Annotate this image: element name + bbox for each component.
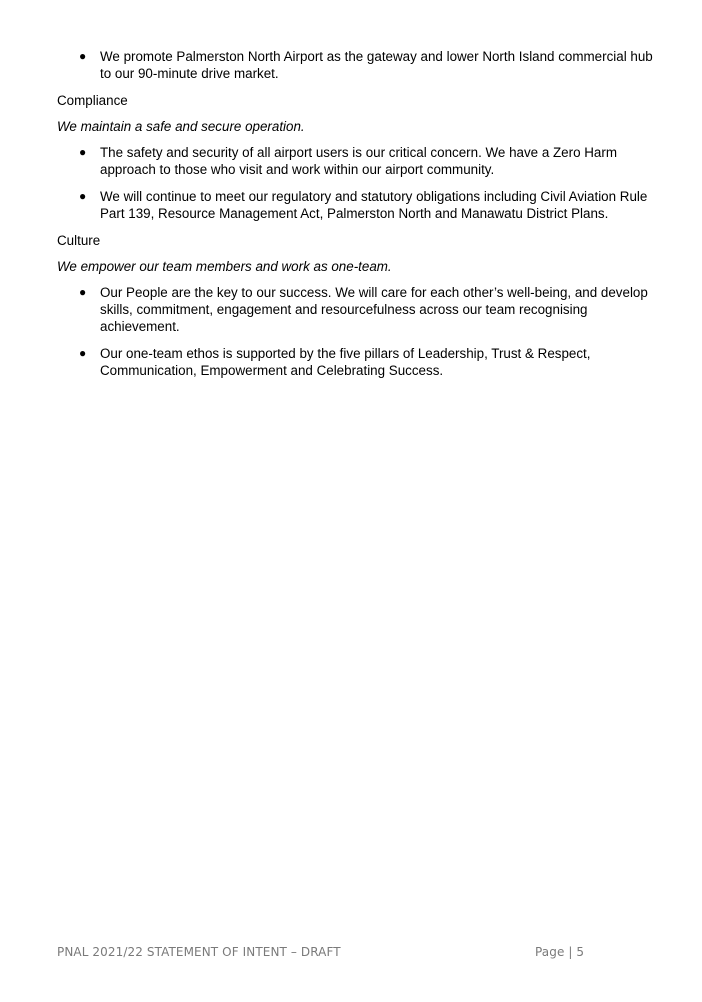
footer-document-title: PNAL 2021/22 STATEMENT OF INTENT – DRAFT	[57, 945, 341, 959]
bullet-text: Our one-team ethos is supported by the five pillars of Leadership, Trust & Respect, Communication, Empowerment and Celebrating Success.	[100, 346, 591, 378]
section-tagline: We maintain a safe and secure operation.	[57, 119, 305, 134]
section-culture	[57, 232, 657, 379]
section-heading: Compliance	[57, 93, 128, 108]
list-item	[57, 345, 657, 379]
list-item	[57, 48, 657, 82]
list-item	[57, 188, 657, 222]
bullet-icon: ●	[79, 285, 87, 299]
culture-bullet-list	[57, 284, 657, 379]
list-item	[57, 144, 657, 178]
section-heading: Culture	[57, 233, 101, 248]
footer-page-number: Page | 5	[535, 945, 585, 959]
bullet-icon: ●	[79, 145, 87, 159]
bullet-text: We promote Palmerston North Airport as the gateway and lower North Island commercial hub to our 90-minute drive market.	[100, 49, 653, 81]
list-item	[57, 284, 657, 335]
page-content	[57, 48, 657, 379]
intro-bullet-list	[57, 48, 657, 82]
bullet-icon: ●	[79, 49, 87, 63]
bullet-text: Our People are the key to our success. We will care for each other’s well-being, and develop skills, commitment, engagement and resourcefulness across our team recognising achievement.	[100, 285, 648, 334]
bullet-text: The safety and security of all airport users is our critical concern. We have a Zero Harm approach to those who visit and work within our airport community.	[100, 145, 617, 177]
bullet-text: We will continue to meet our regulatory and statutory obligations including Civil Aviation Rule Part 139, Resource Management Act, Palmerston North and Manawatu District Plans.	[100, 189, 648, 221]
compliance-bullet-list	[57, 144, 657, 222]
section-compliance	[57, 92, 657, 222]
section-tagline: We empower our team members and work as one-team.	[57, 259, 392, 274]
bullet-icon: ●	[79, 346, 87, 360]
bullet-icon: ●	[79, 189, 87, 203]
